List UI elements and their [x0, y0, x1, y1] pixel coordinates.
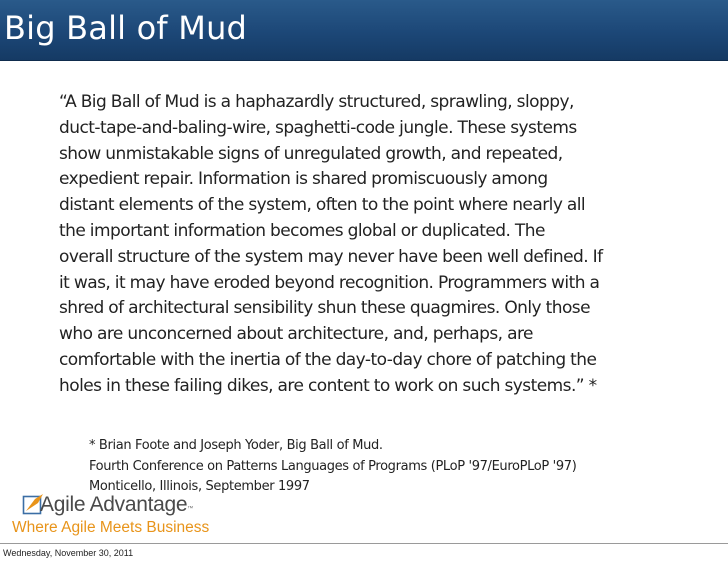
footer-date: Wednesday, November 30, 2011	[3, 548, 134, 558]
quote-body	[59, 90, 723, 400]
slide-title: Big Ball of Mud	[4, 9, 248, 47]
quote-line: comfortable with the inertia of the day-to-day chore of patching the	[59, 349, 597, 370]
logo-name	[40, 492, 193, 518]
quote-line: it was, it may have eroded beyond recognition. Programmers with a	[59, 272, 600, 293]
quote-line: show unmistakable signs of unregulated growth, and repeated,	[59, 143, 563, 164]
citation-line: Monticello, Illinois, September 1997	[89, 479, 310, 494]
agile-advantage-logo	[10, 492, 240, 540]
quote-line: “A Big Ball of Mud is a haphazardly structured, sprawling, sloppy,	[59, 92, 574, 112]
quote-line: shred of architectural sensibility shun these quagmires. Only those	[59, 298, 591, 319]
quote-line: distant elements of the system, often to the point where nearly all	[59, 195, 586, 216]
logo-tagline: Where Agile Meets Business	[12, 519, 210, 536]
logo-name-text: Agile Advantage	[40, 493, 188, 516]
logo-trademark: ™	[187, 506, 193, 512]
quote-line: expedient repair. Information is shared promiscuously among	[59, 169, 548, 190]
quote-line: who are unconcerned about architecture, and, perhaps, are	[59, 324, 533, 345]
citation-line: Fourth Conference on Patterns Languages of Programs (PLoP '97/EuroPLoP '97)	[89, 458, 577, 474]
citation	[89, 436, 719, 498]
title-bar	[0, 0, 728, 61]
citation-line: * Brian Foote and Joseph Yoder, Big Ball of Mud.	[89, 438, 383, 453]
footer-bar	[0, 543, 728, 561]
quote-line: duct-tape-and-baling-wire, spaghetti-code jungle. These systems	[59, 117, 577, 138]
quote-line: holes in these failing dikes, are content to work on such systems.” *	[59, 375, 597, 396]
quote-line: the important information becomes global or duplicated. The	[59, 220, 545, 241]
quote-line: overall structure of the system may never have been well defined. If	[59, 246, 603, 267]
